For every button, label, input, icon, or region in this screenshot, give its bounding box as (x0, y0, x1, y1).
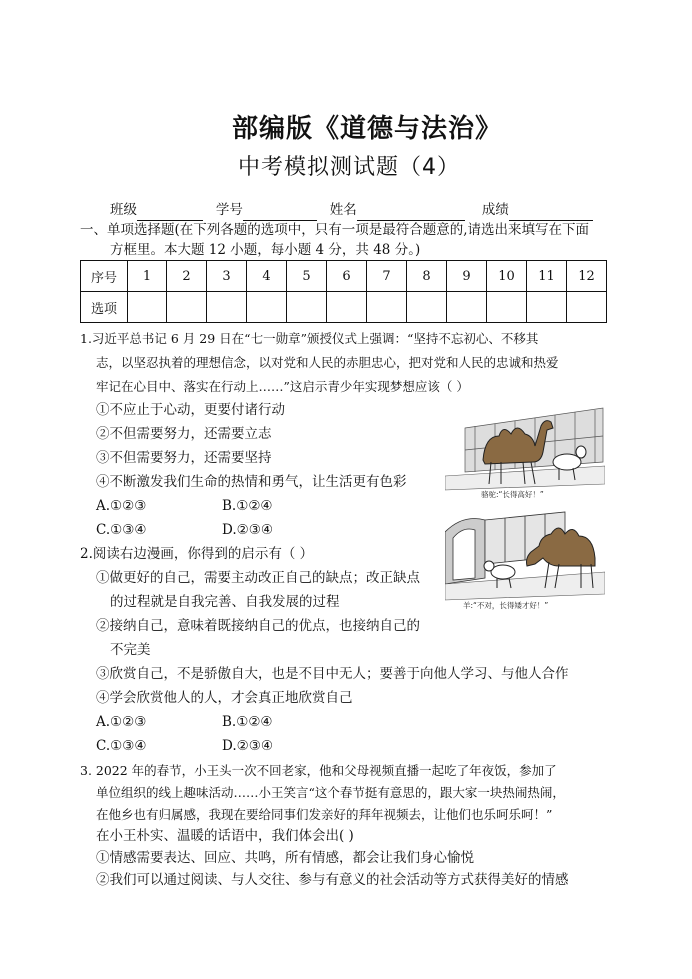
name-label: 姓名 (329, 202, 357, 218)
table-cell-number: 12 (567, 261, 607, 292)
table-cell-number: 10 (487, 261, 527, 292)
cartoon-caption-bottom: 羊:“不对，长得矮才好！” (463, 601, 549, 610)
score-blank[interactable] (509, 206, 593, 221)
id-blank[interactable] (243, 206, 317, 221)
answer-cell[interactable] (287, 292, 327, 323)
answer-cell[interactable] (327, 292, 367, 323)
q1-choice-d: D.②③④ (222, 522, 273, 538)
q2-option-1-line2: 的过程就是自我完善、自我发展的过程 (110, 594, 340, 610)
answer-cell[interactable] (367, 292, 407, 323)
q1-option-1: ①不应止于心动，更要付诸行动 (96, 402, 285, 418)
table-cell-number: 3 (207, 261, 247, 292)
cartoon-caption-top: 骆驼:“长得高好！” (481, 490, 544, 499)
table-cell-number: 8 (407, 261, 447, 292)
q1-stem-line2: 志，以坚忍执着的理想信念，以对党和人民的赤胆忠心，把对党和人民的忠诚和热爱 (96, 355, 559, 370)
answer-cell[interactable] (487, 292, 527, 323)
q2-choice-c: C.①③④ (96, 738, 147, 754)
answer-cell[interactable] (128, 292, 167, 323)
document-title: 部编版《道德与法治》 (232, 114, 503, 144)
table-cell-number: 1 (128, 261, 167, 292)
q1-option-4: ④不断激发我们生命的热情和勇气，让生活更有色彩 (96, 474, 407, 490)
table-cell-number: 6 (327, 261, 367, 292)
q1-choice-a: A.①②③ (96, 498, 147, 514)
table-cell-number: 11 (527, 261, 567, 292)
q1-stem-line3: 牢记在心目中、落实在行动上……”这启示青少年实现梦想应该（ ） (96, 379, 469, 394)
q1-option-2: ②不但需要努力，还需要立志 (96, 426, 272, 442)
q3-option-2: ②我们可以通过阅读、与人交往、参与有意义的社会活动等方式获得美好的情感 (96, 872, 569, 888)
answer-cell[interactable] (407, 292, 447, 323)
answer-cell[interactable] (207, 292, 247, 323)
q2-option-2-line2: 不完美 (110, 642, 151, 658)
answer-cell[interactable] (167, 292, 207, 323)
q1-choice-c: C.①③④ (96, 522, 147, 538)
q2-choice-a: A.①②③ (96, 714, 147, 730)
class-blank[interactable] (137, 206, 203, 221)
answer-table-answer-row (81, 292, 607, 323)
q3-stem-line4: 在小王朴实、温暖的话语中，我们体会出( ) (96, 828, 354, 844)
table-cell-number: 2 (167, 261, 207, 292)
score-label: 成绩 (481, 202, 509, 218)
id-label: 学号 (215, 202, 243, 218)
table-cell-number: 5 (287, 261, 327, 292)
q2-stem: 2.阅读右边漫画，你得到的启示有（ ） (80, 546, 314, 562)
q1-stem-line1: 1.习近平总书记 6 月 29 日在“七一勋章”颁授仪式上强调：“坚持不忘初心、不移其 (80, 331, 539, 346)
info-line (110, 200, 593, 221)
q3-option-1: ①情感需要表达、回应、共鸣，所有情感，都会让我们身心愉悦 (96, 850, 474, 866)
name-blank[interactable] (357, 206, 465, 221)
q2-option-1-line1: ①做更好的自己，需要主动改正自己的缺点；改正缺点 (96, 570, 420, 586)
q3-stem-line1: 3. 2022 年的春节，小王头一次不回老家，他和父母视频直播一起吃了年夜饭，参加了 (80, 763, 557, 778)
answer-cell[interactable] (527, 292, 567, 323)
q2-option-3: ③欣赏自己，不是骄傲自大，也是不目中无人；要善于向他人学习、与他人合作 (96, 666, 569, 682)
section1-instructions-line2: 方框里。本大题 12 小题，每小题 4 分，共 48 分。) (110, 242, 421, 258)
cartoon-panel-bottom (445, 508, 605, 616)
answer-cell[interactable] (247, 292, 287, 323)
document-subtitle: 中考模拟测试题（4） (238, 155, 460, 180)
q3-stem-line3: 在他乡也有归属感，我现在要给同事们发亲好的拜年视频去，让他们也乐呵乐呵！” (96, 807, 553, 822)
table-cell-number: 9 (447, 261, 487, 292)
camel-sheep-cartoon (445, 400, 605, 616)
q2-option-2-line1: ②接纳自己，意味着既接纳自己的优点，也接纳自己的 (96, 618, 420, 634)
q3-stem-line2: 单位组织的线上趣味活动……小王笑言“这个春节挺有意思的，跟大家一块热闹热闹， (96, 785, 565, 800)
q1-option-3: ③不但需要努力，还需要坚持 (96, 450, 272, 466)
q2-option-4: ④学会欣赏他人的人，才会真正地欣赏自己 (96, 690, 353, 706)
answer-cell[interactable] (447, 292, 487, 323)
q1-choice-b: B.①②④ (222, 498, 273, 514)
row-label-answer: 选项 (81, 292, 128, 323)
table-cell-number: 7 (367, 261, 407, 292)
answer-table-number-row (81, 261, 607, 292)
answer-cell[interactable] (567, 292, 607, 323)
cartoon-panel-top (445, 400, 605, 500)
section1-instructions-line1: 一、单项选择题(在下列各题的选项中，只有一项是最符合题意的,请选出来填写在下面 (80, 222, 590, 238)
table-cell-number: 4 (247, 261, 287, 292)
row-label-number: 序号 (81, 261, 128, 292)
q2-choice-d: D.②③④ (222, 738, 273, 754)
q2-choice-b: B.①②④ (222, 714, 273, 730)
answer-table (80, 260, 607, 323)
class-label: 班级 (110, 202, 137, 218)
